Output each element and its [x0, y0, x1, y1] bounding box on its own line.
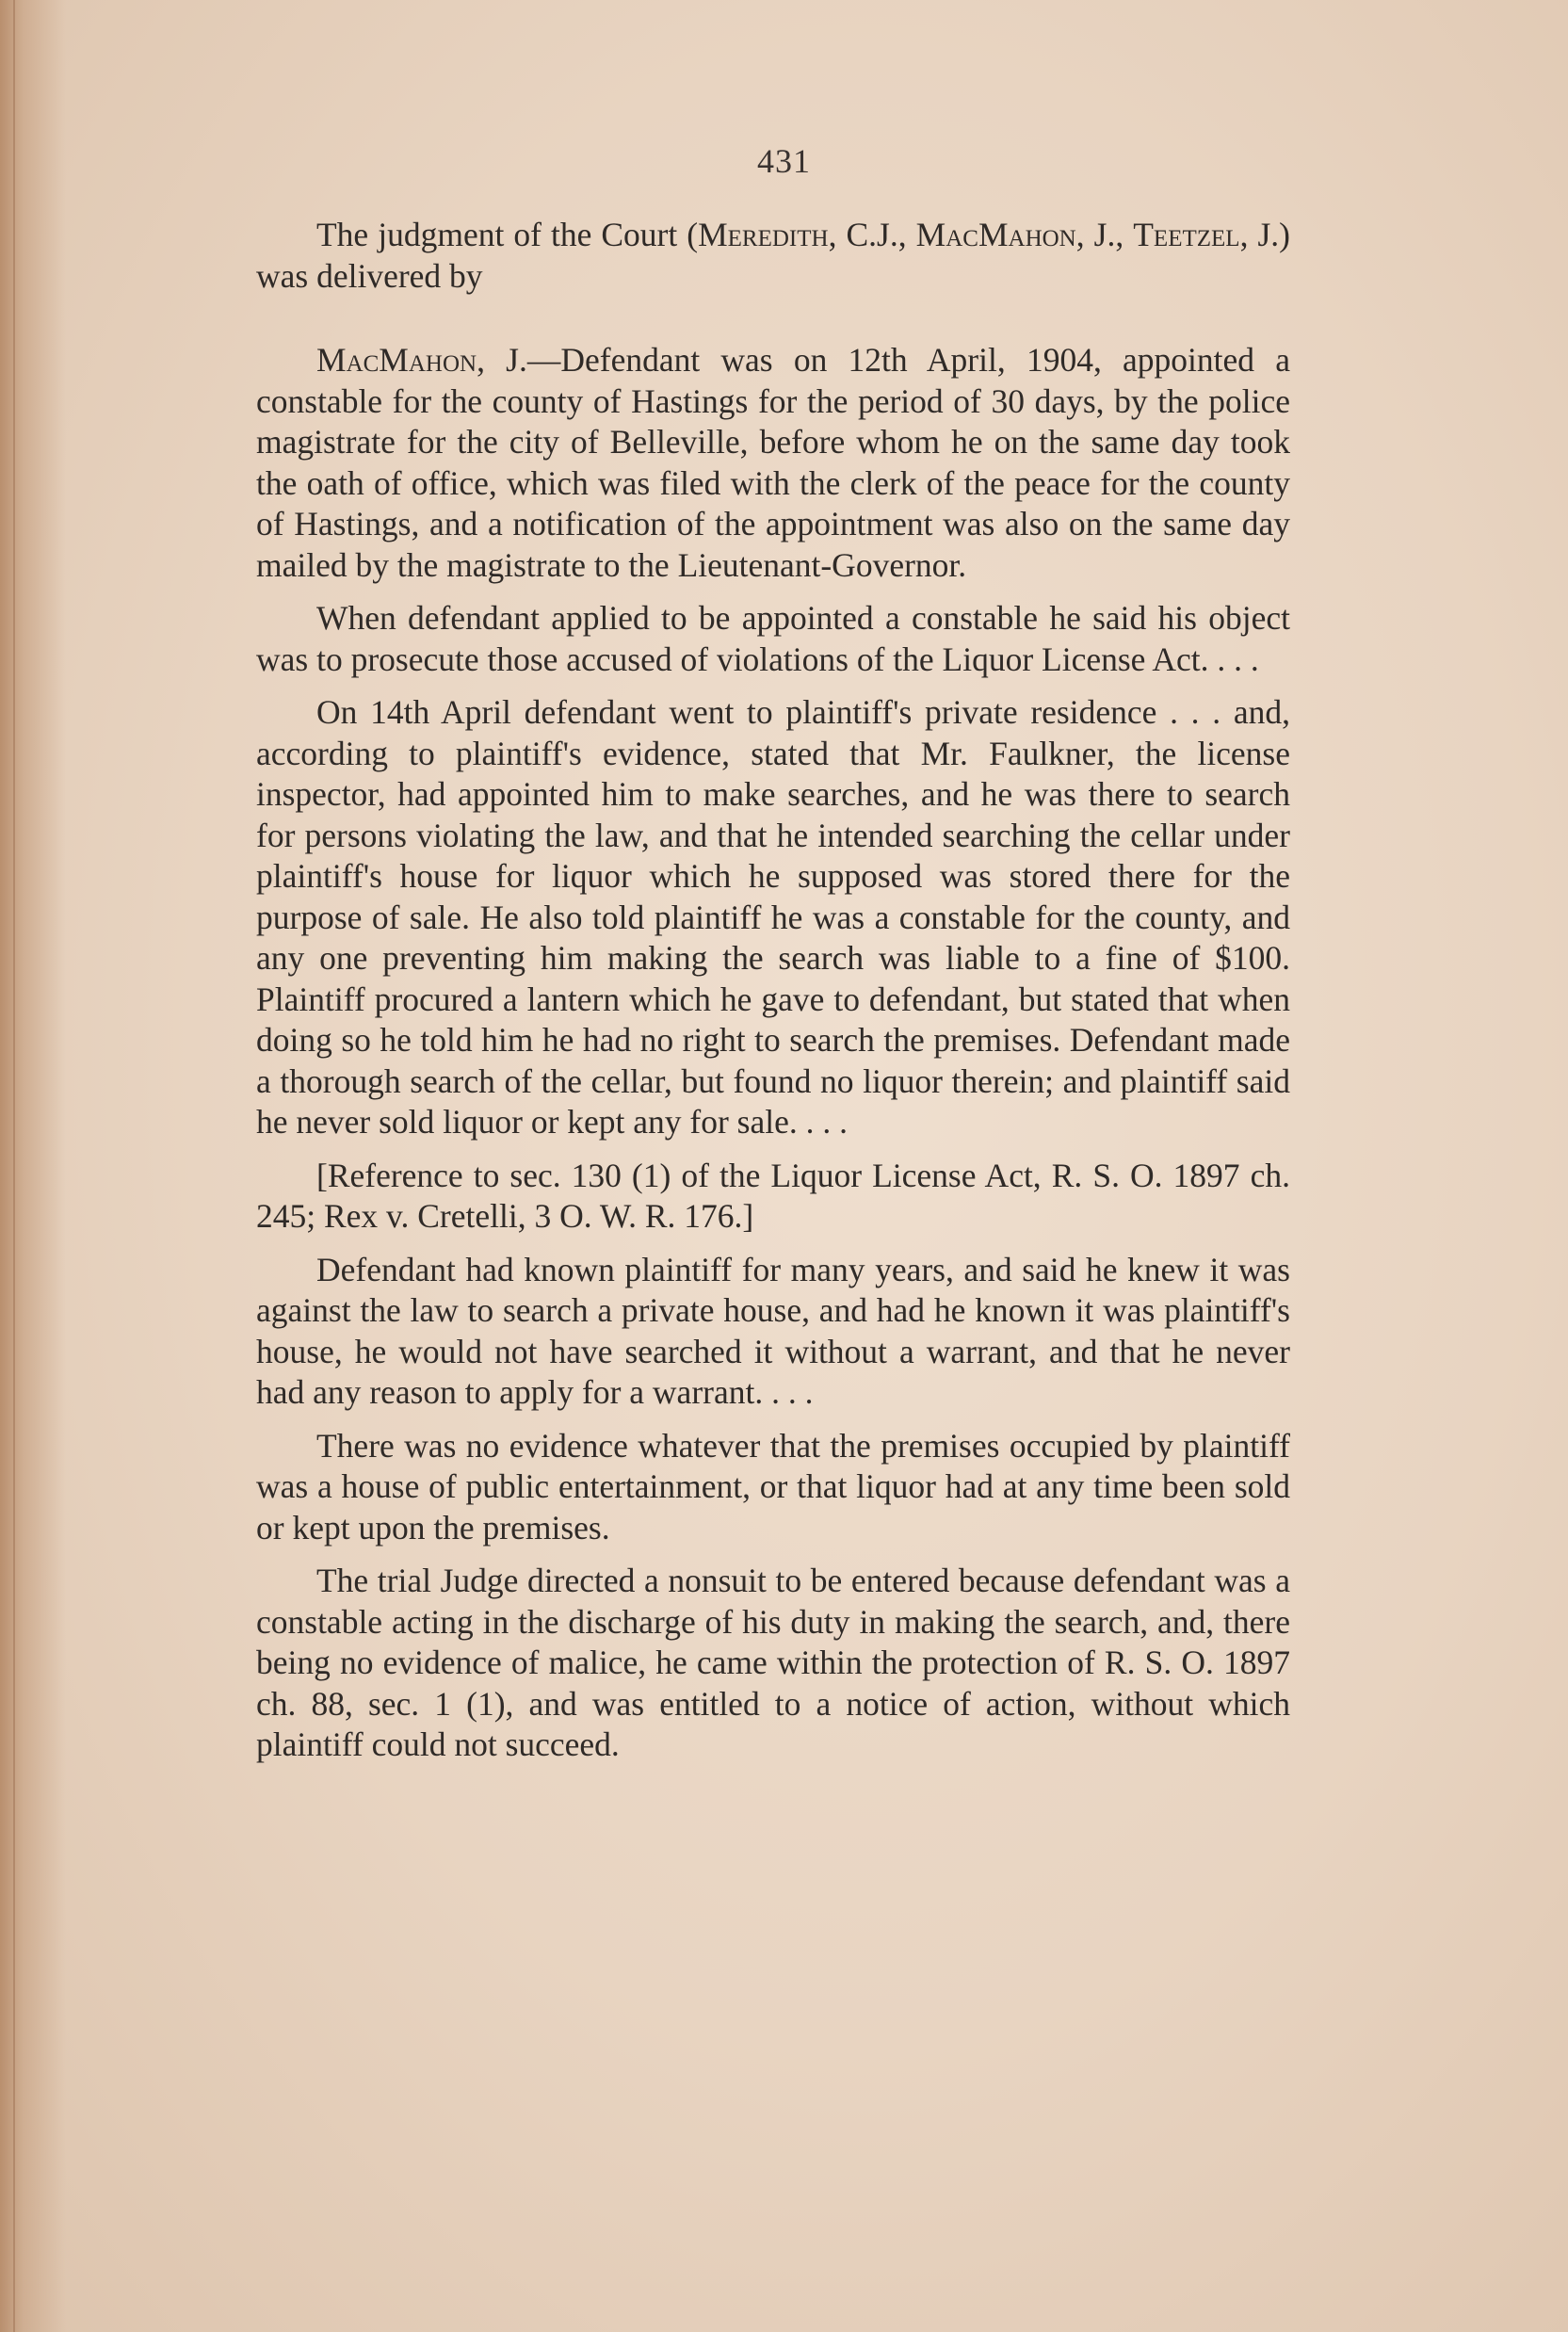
text-run: When defendant applied to be appointed a constable he said his object was to prosecute those accused of violations of the Liquor License Act. . . .: [256, 599, 1290, 678]
judge-name: Meredith: [698, 216, 829, 253]
text-run: The trial Judge directed a nonsuit to be entered because defendant was a constable acting in the discharge of his duty in making the search, and, there being no evidence of malice, he came within the protection of R. S. O. 1897 ch. 88, sec. 1 (1), and was entitled to a notice of action, without which plaintiff could not succeed.: [256, 1562, 1290, 1763]
text-run: , J.,: [1075, 216, 1134, 253]
page-number: 431: [757, 142, 811, 180]
text-run: , J.—Defendant was on 12th April, 1904, appointed a constable for the county of Hastings for the period of 30 days, by the police magistrate for the city of Belleville, before whom he on the same day took the oath of office, which was filed with the clerk of the peace for the county of Hastings, and a notification of the appointment was also on the same day mailed by the magistrate to the Lieutenant-Governor.: [256, 341, 1290, 584]
text-run: , J.) was delivered by: [256, 216, 1290, 295]
paragraph-no-evidence: [256, 1426, 1290, 1549]
text-run: , C.J.,: [828, 216, 916, 253]
paragraph-appointment: [256, 340, 1290, 586]
text-run: [Reference to sec. 130 (1) of the Liquor License Act, R. S. O. 1897 ch. 245; Rex v. Cretelli, 3 O. W. R. 176.]: [256, 1156, 1290, 1235]
text-run: The judgment of the Court (: [316, 216, 699, 253]
text-run: On 14th April defendant went to plaintiff's private residence . . . and, according to plaintiff's evidence, stated that Mr. Faulkner, the license inspector, had appointed him to make searches, and he was there to search for persons violating the law, and that he intended searching the cellar under plaintiff's house for liquor which he supposed was stored there for the purpose of sale. He also told plaintiff he was a constable for the county, and any one preventing him making the search was liable to a fine of $100. Plaintiff procured a lantern which he gave to defendant, but stated that when doing so he told him he had no right to search the premises. Defendant made a thorough search of the cellar, but found no liquor therein; and plaintiff said he never sold liquor or kept any for sale. . . .: [256, 693, 1290, 1141]
text-run: Defendant had known plaintiff for many years, and said he knew it was against the law to search a private house, and had he known it was plaintiff's house, he would not have searched it without a warrant, and that he never had any reason to apply for a warrant. . . .: [256, 1250, 1290, 1411]
binding-edge: [13, 0, 15, 2332]
paragraph-nonsuit: [256, 1561, 1290, 1766]
paragraph-known: [256, 1250, 1290, 1414]
paragraph-search: [256, 692, 1290, 1143]
paragraph-court: [256, 215, 1290, 297]
paragraph-object: [256, 598, 1290, 680]
paragraph-reference: [256, 1156, 1290, 1238]
judgment-text: [256, 215, 1290, 1778]
judge-name: Teetzel: [1133, 216, 1240, 253]
judge-name: MacMahon: [915, 216, 1076, 253]
judge-name: MacMahon: [316, 341, 477, 379]
binding-shadow: [0, 0, 66, 2332]
text-run: There was no evidence whatever that the premises occupied by plaintiff was a house of public entertainment, or that liquor had at any time been sold or kept upon the premises.: [256, 1426, 1290, 1547]
